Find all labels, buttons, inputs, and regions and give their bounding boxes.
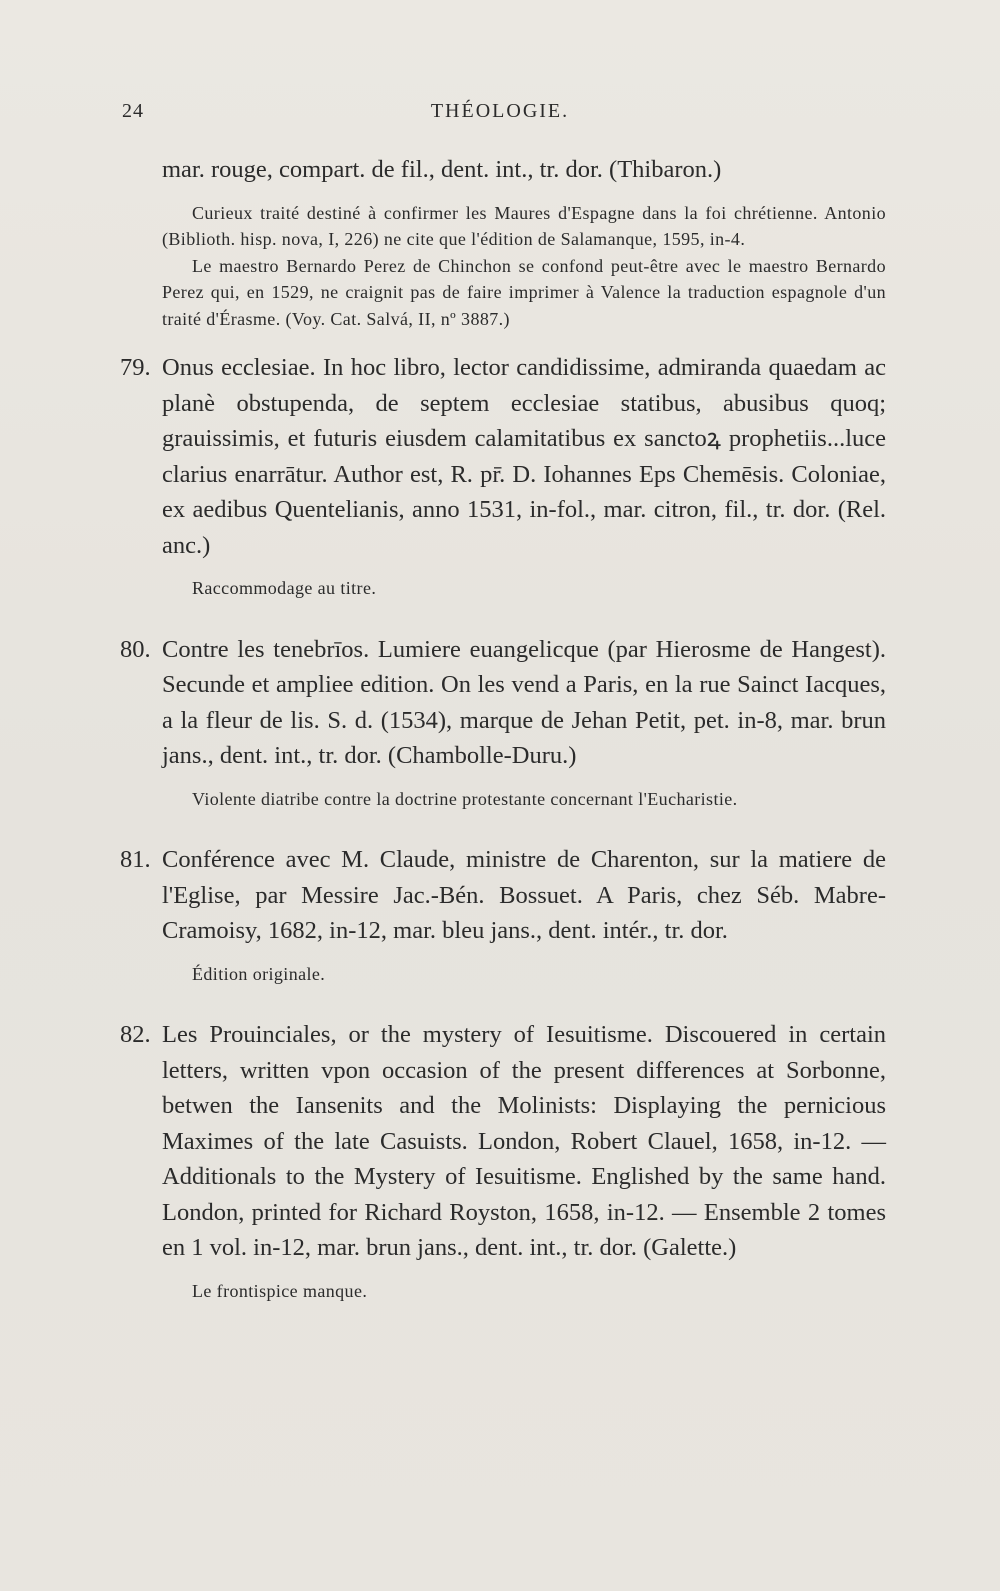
entry-note: Édition originale. [192, 963, 326, 984]
entry-number: 82. [120, 1021, 151, 1048]
entry-82 [120, 1017, 886, 1304]
page-header [122, 100, 878, 130]
page-number: 24 [122, 100, 144, 122]
entry-note: Le frontispice manque. [192, 1280, 368, 1301]
continued-note-1: Curieux traité destiné à confirmer les Maures d'Espagne dans la foi chrétienne. Antonio (Biblioth. hisp. nova, I, 226) ne cite que l'édition de Salamanque, 1595, in-4. [162, 202, 886, 249]
entry-text: Les Prouinciales, or the mystery of Iesuitisme. Discouered in certain letters, written vpon occasion of the present differences at Sorbonne, betwen the Iansenits and the Molinists: Displaying the pernicious Maximes of the late Casuists. London, Robert Clauel, 1658, in-12. — Additionals to the Mystery of Iesuitisme. Englished by the same hand. London, printed for Richard Royston, 1658, in-12. — Ensemble 2 tomes en 1 vol. in-12, mar. brun jans., dent. int., tr. dor. (Galette.) [162, 1021, 886, 1261]
continued-entry-line: mar. rouge, compart. de fil., dent. int., tr. dor. (Thibaron.) [162, 156, 722, 183]
entry-81 [120, 842, 886, 987]
entry-79 [120, 350, 886, 602]
entry-80 [120, 632, 886, 813]
running-title: THÉOLOGIE. [430, 100, 570, 122]
page-content [120, 152, 886, 1304]
entry-text: Conférence avec M. Claude, ministre de Charenton, sur la matiere de l'Eglise, par Messire Jac.-Bén. Bossuet. A Paris, chez Séb. Mabre-Cramoisy, 1682, in-12, mar. bleu jans., dent. intér., tr. dor. [162, 846, 886, 944]
entry-note: Violente diatribe contre la doctrine protestante concernant l'Eucharistie. [192, 788, 738, 809]
entry-note: Raccommodage au titre. [192, 578, 377, 598]
entry-number: 79. [120, 354, 151, 381]
entry-text: Onus ecclesiae. In hoc libro, lector candidissime, admiranda quaedam ac planè obstupenda, de septem ecclesiae statibus, abusibus quoq; grauissimis, et futuris eiusdem calamitatibus ex sanctoꝝ prophetiis...luce clarius enarrātur. Author est, R. pr̄. D. Iohannes Eps Chemēsis. Coloniae, ex aedibus Quentelianis, anno 1531, in-fol., mar. citron, fil., tr. dor. (Rel. anc.) [162, 354, 886, 559]
continued-note-2: Le maestro Bernardo Perez de Chinchon se confond peut-être avec le maestro Bernardo Perez qui, en 1529, ne craignit pas de faire imprimer à Valence la traduction espagnole d'un traité d'Érasme. (Voy. Cat. Salvá, II, nº 3887.) [162, 255, 886, 329]
entry-number: 80. [120, 635, 151, 663]
entry-number: 81. [120, 846, 151, 873]
entry-text: Contre les tenebrīos. Lumiere euangelicque (par Hierosme de Hangest). Secunde et ampliee edition. On les vend a Paris, en la rue Sainct Iacques, a la fleur de lis. S. d. (1534), marque de Jehan Petit, pet. in-8, mar. brun jans., dent. int., tr. dor. (Chambolle-Duru.) [162, 635, 886, 769]
